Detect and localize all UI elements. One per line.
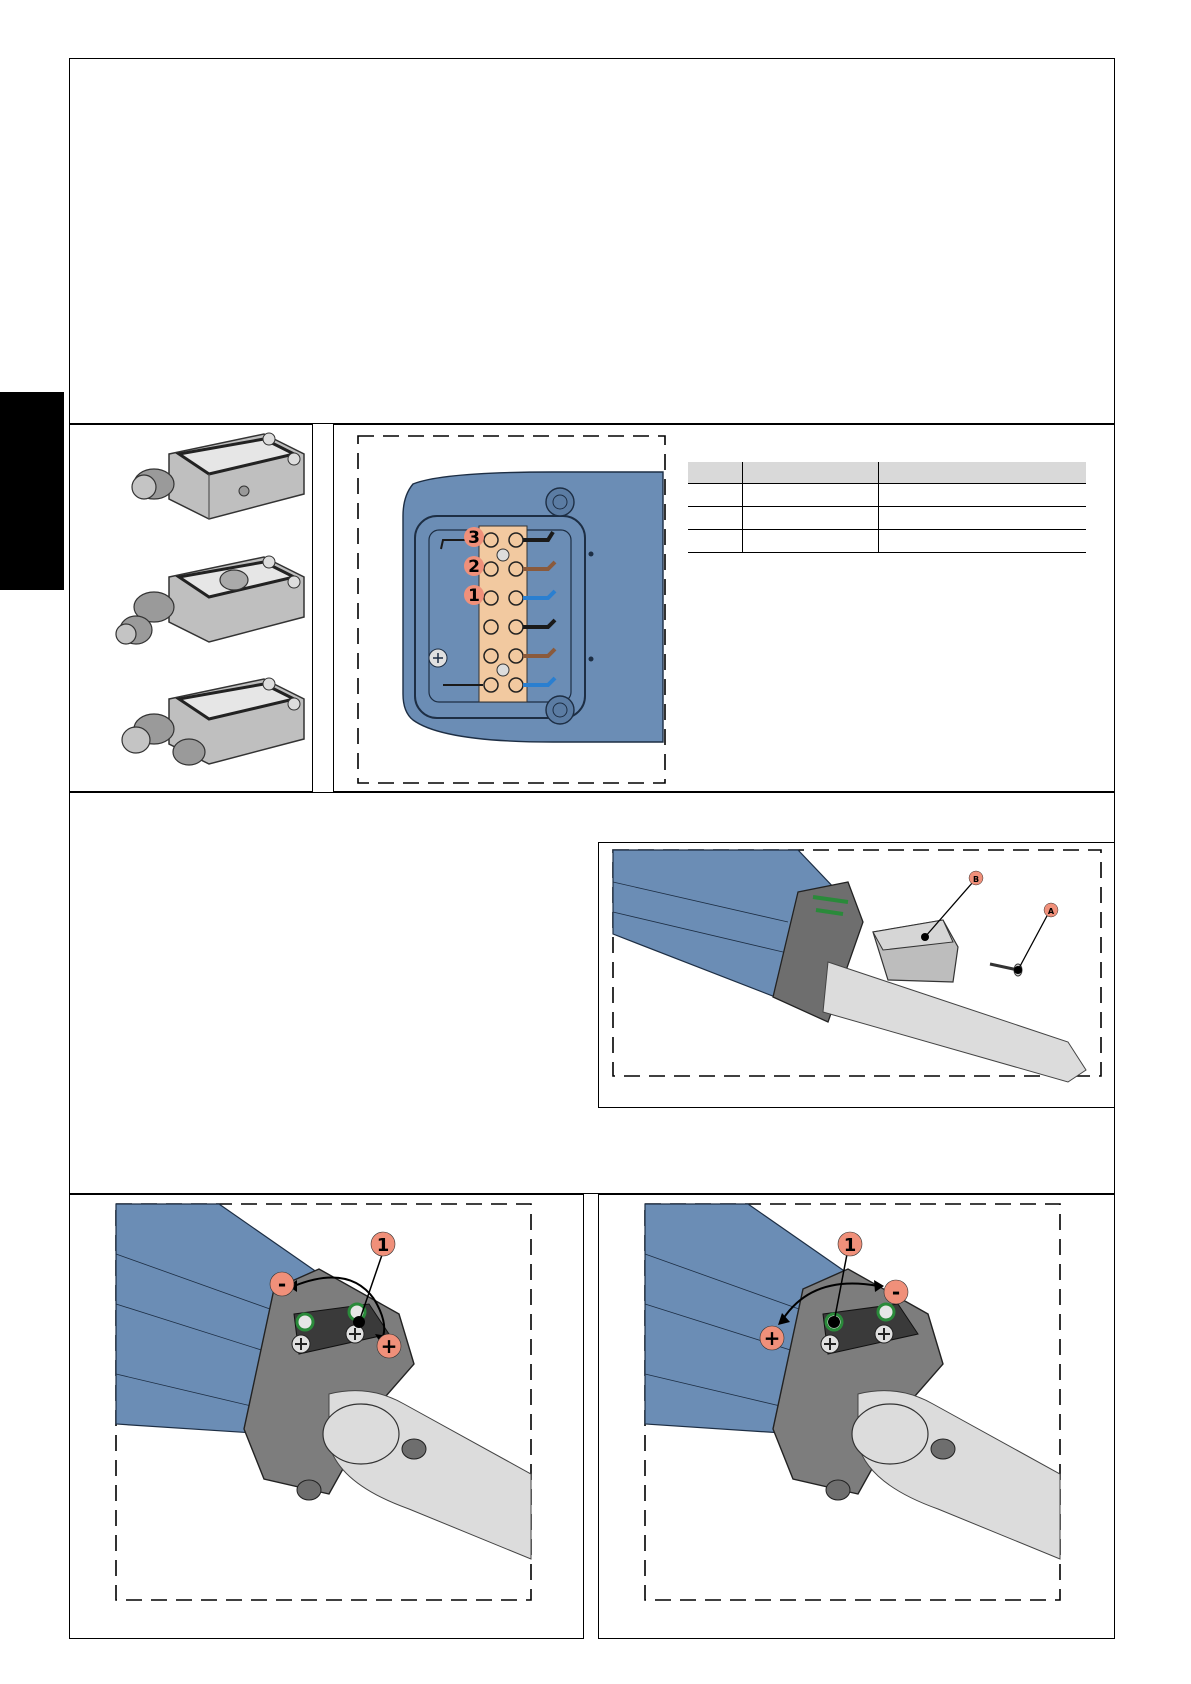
section-tab (0, 392, 64, 590)
cover-label-a (1044, 903, 1058, 917)
table-row (688, 484, 1086, 507)
phillips-screw-icon (346, 1325, 364, 1343)
svg-text:-: - (891, 1280, 901, 1304)
table-header-row (688, 462, 1086, 484)
terminal-block-figure (333, 424, 673, 792)
svg-text:2: 2 (468, 557, 480, 577)
cover-label-b (969, 871, 983, 885)
table-header-cell (743, 462, 879, 484)
table-cell (743, 507, 879, 530)
svg-text:1: 1 (376, 1235, 390, 1256)
table-cell (879, 507, 1087, 530)
plus-badge (760, 1326, 784, 1350)
phillips-screw-icon (875, 1325, 893, 1343)
table-cell (688, 507, 743, 530)
table-cell (879, 484, 1087, 507)
table-header-cell (879, 462, 1087, 484)
cover-removal-figure (598, 842, 1115, 1108)
table-header-cell (688, 462, 743, 484)
svg-text:+: + (380, 1334, 398, 1358)
adjust-number-badge (838, 1232, 862, 1256)
svg-text:B: B (972, 875, 980, 884)
wiring-table (688, 462, 1086, 553)
svg-text:1: 1 (468, 586, 480, 606)
svg-text:1: 1 (843, 1235, 857, 1256)
minus-badge (884, 1280, 908, 1304)
minus-badge (270, 1272, 294, 1296)
table-row (688, 507, 1086, 530)
table-cell (879, 530, 1087, 553)
phillips-screw-icon (821, 1335, 839, 1353)
table-cell (743, 530, 879, 553)
table-cell (743, 484, 879, 507)
junction-box-icon (132, 433, 304, 519)
adjust-figure-right (598, 1194, 1115, 1639)
table-cell (688, 530, 743, 553)
junction-box-icon (116, 556, 304, 644)
table-cell (688, 484, 743, 507)
svg-text:3: 3 (468, 528, 480, 548)
svg-text:A: A (1047, 907, 1055, 916)
svg-text:-: - (277, 1272, 287, 1296)
phillips-screw-icon (292, 1335, 310, 1353)
junction-box-icon (122, 678, 304, 765)
table-row (688, 530, 1086, 553)
junction-box-figures (69, 424, 313, 792)
adjust-figure-left (69, 1194, 584, 1639)
adjust-number-badge (371, 1232, 395, 1256)
svg-text:+: + (763, 1326, 781, 1350)
text-area-top (69, 58, 1115, 424)
plus-badge (377, 1334, 401, 1358)
